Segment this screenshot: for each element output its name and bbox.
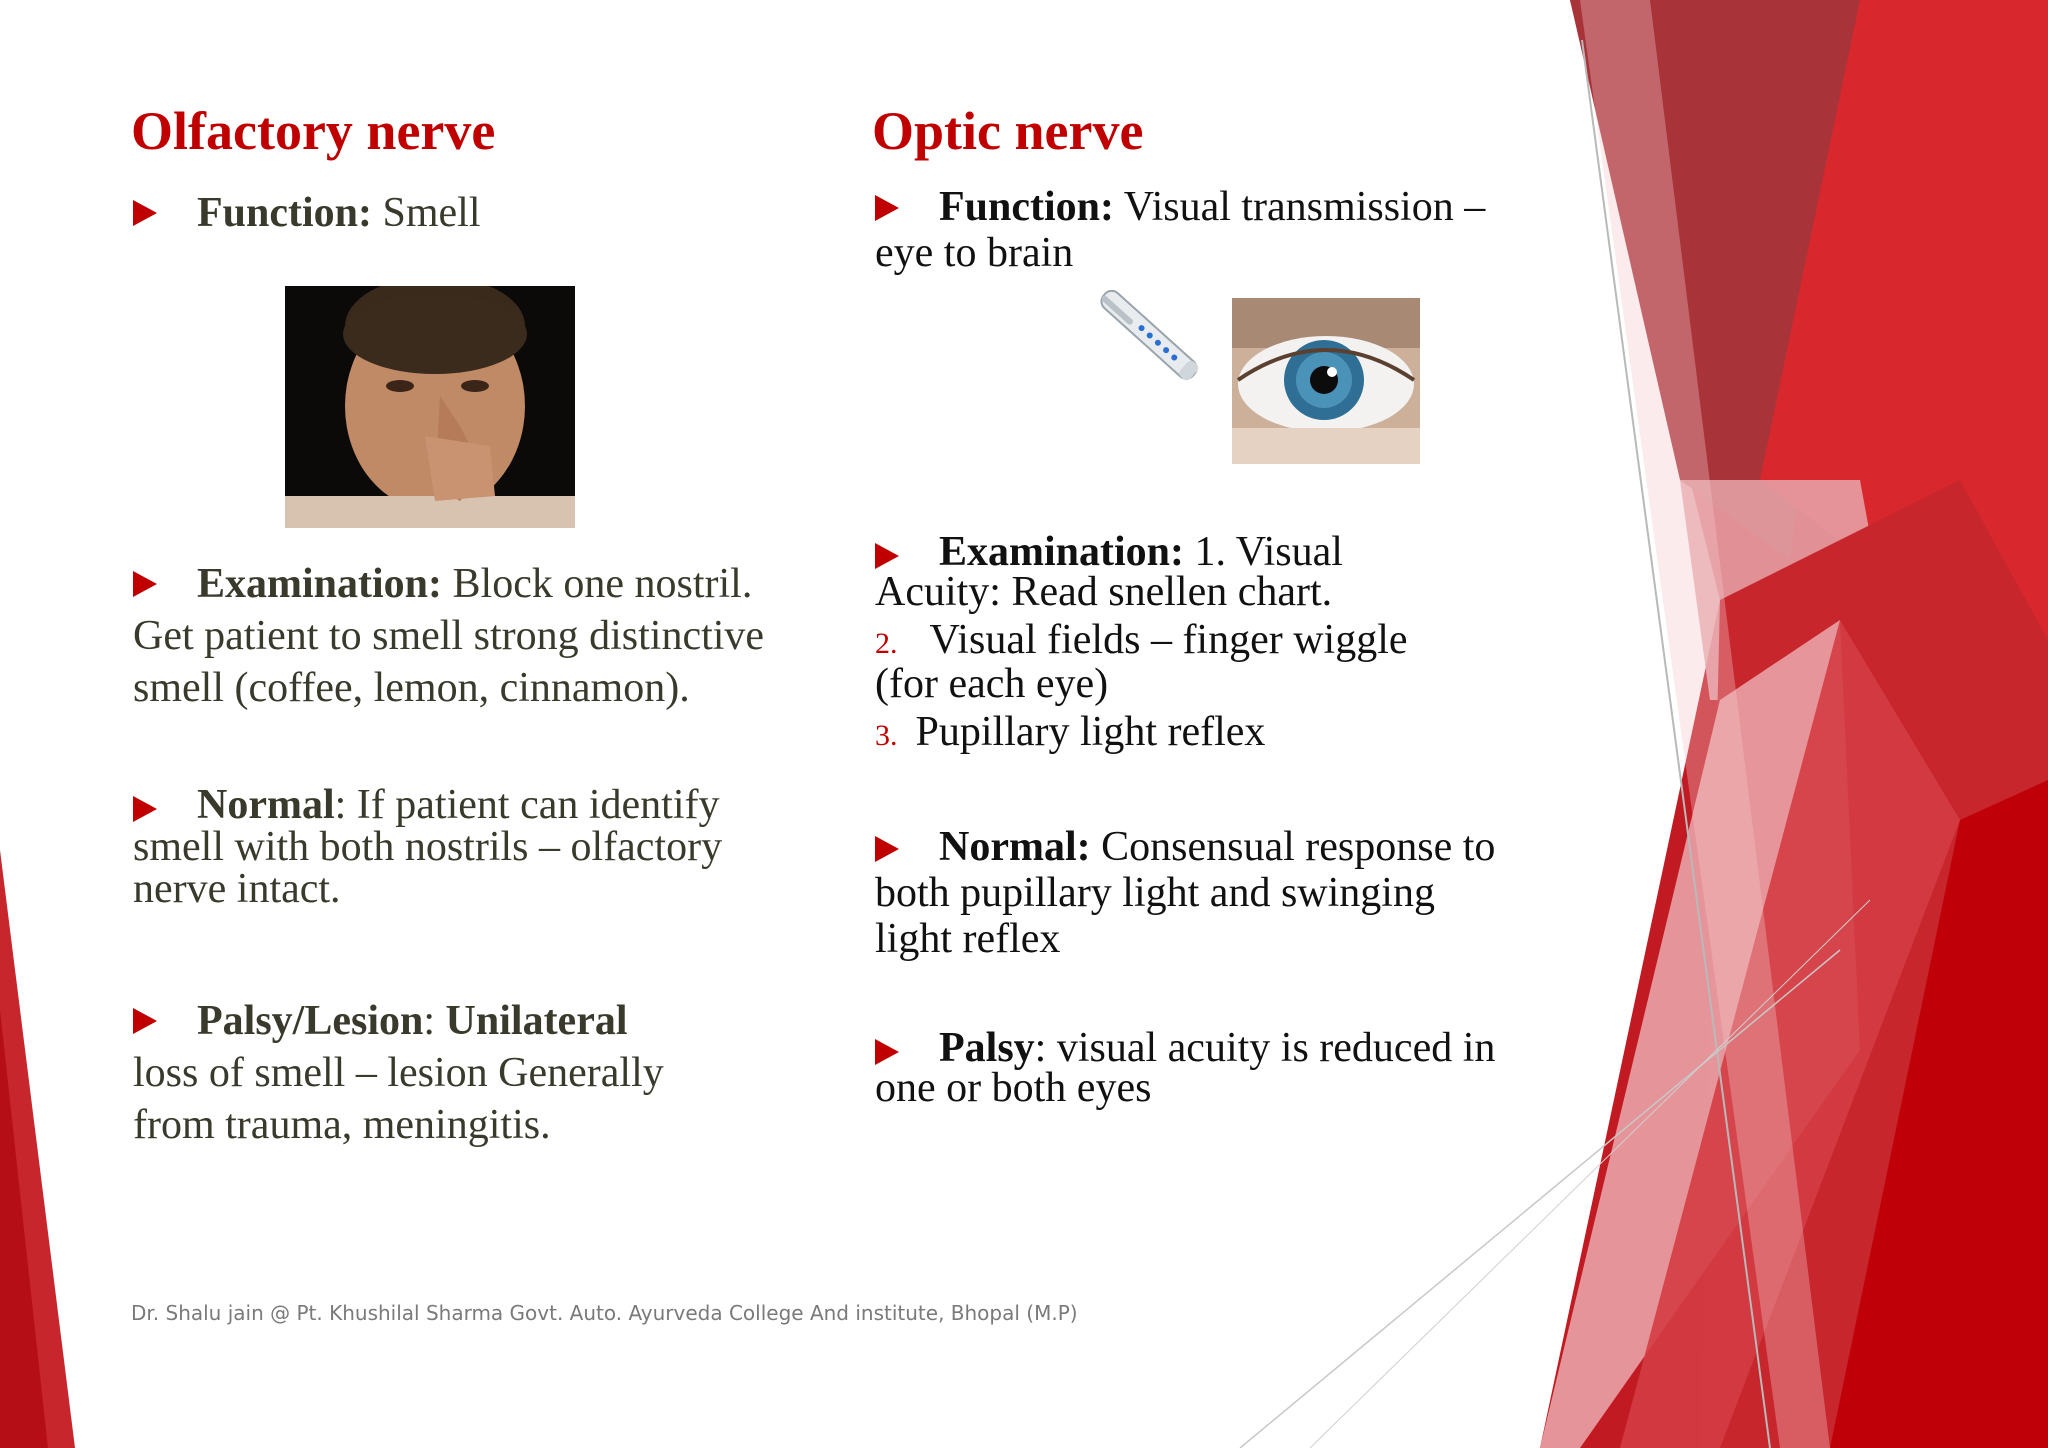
nose-photo — [285, 286, 575, 528]
eye-photo — [1232, 298, 1420, 464]
footer-credit: Dr. Shalu jain @ Pt. Khushilal Sharma Govt. Auto. Ayurveda College And institute, Bhopal (M.P) — [131, 1301, 1078, 1325]
bullet-arrow-icon — [133, 200, 157, 226]
optic-function: Function: Visual transmission – eye to brain — [875, 184, 1486, 276]
penlight-icon — [1090, 272, 1205, 402]
olfactory-palsy: Palsy/Lesion: Unilateral loss of smell – lesion Generally from trauma, meningitis. — [133, 998, 664, 1148]
olfactory-function: Function: Smell — [197, 190, 481, 236]
optic-title: Optic nerve — [872, 101, 1144, 161]
olfactory-examination: Examination: Block one nostril. Get patient to smell strong distinctive smell (coffee, lemon, cinnamon). — [133, 561, 765, 711]
olfactory-title: Olfactory nerve — [131, 101, 496, 161]
optic-palsy: Palsy: visual acuity is reduced in one or both eyes — [875, 1025, 1496, 1111]
optic-examination: Examination: 1. Visual Acuity: Read snellen chart. 2. Visual fields – finger wiggle (for each eye) 3. Pupillary light reflex — [875, 529, 1408, 755]
optic-normal: Normal: Consensual response to both pupillary light and swinging light reflex — [875, 824, 1496, 962]
olfactory-normal: Normal: If patient can identify smell with both nostrils – olfactory nerve intact. — [133, 782, 723, 912]
